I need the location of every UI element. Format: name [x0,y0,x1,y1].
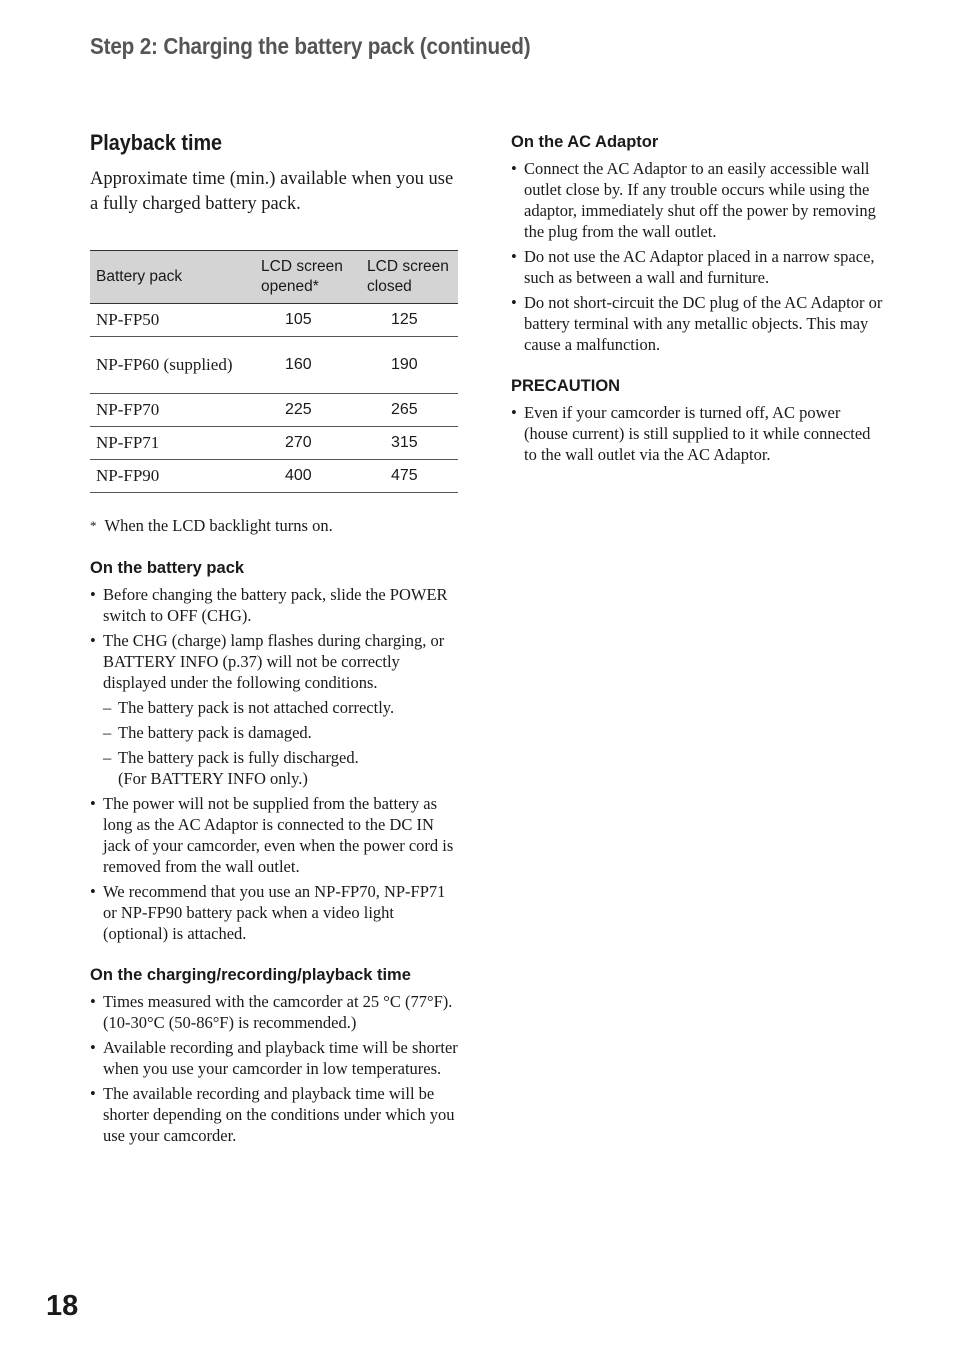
battery-name: NP-FP50 [90,304,255,337]
list-item: • Available recording and playback time will be shorter when you use your camcorder in low temperatures. [90,1038,458,1078]
footnote-text: When the LCD backlight turns on. [104,516,333,535]
bullet-mark: • [90,882,96,901]
header-battery-pack: Battery pack [90,251,255,304]
time-opened: 160 [255,337,361,394]
charging-times-title: On the charging/recording/playback time [90,966,411,984]
conditions-list [103,697,458,789]
table-row [90,427,458,460]
bullet-mark: • [511,247,517,266]
time-closed: 125 [361,304,458,337]
list-item: • Before changing the battery pack, slide the POWER switch to OFF (CHG). [90,585,448,625]
battery-pack-list [90,584,458,944]
table-header-row [90,251,458,304]
table-footnote [90,515,458,537]
bullet-mark: • [90,585,96,604]
list-item: • Do not short-circuit the DC plug of the AC Adaptor or battery terminal with any metallic objects. This may cause a malfunction. [511,293,883,354]
right-column [511,133,883,469]
bullet-mark: • [90,1038,96,1057]
header-lcd-closed: LCD screen closed [361,251,458,304]
time-opened: 400 [255,460,361,493]
list-item: • Times measured with the camcorder at 25 °C (77°F). (10-30°C (50-86°F) is recommended.) [90,992,453,1032]
battery-name: NP-FP70 [90,394,255,427]
precaution-title: PRECAUTION [511,377,621,395]
bullet-mark: • [90,992,96,1011]
table-row [90,304,458,337]
page-header-title: Step 2: Charging the battery pack (continued) [90,33,531,59]
bullet-mark: • [90,1084,96,1103]
bullet-mark: • [90,794,96,813]
playback-time-table [90,250,458,493]
list-item: • Even if your camcorder is turned off, AC power (house current) is still supplied to it while connected to the wall outlet via the AC Adaptor. [511,403,871,464]
condition-item: – The battery pack is fully discharged. (For BATTERY INFO only.) [103,747,458,789]
list-item: • Do not use the AC Adaptor placed in a narrow space, such as between a wall and furniture. [511,247,875,287]
playback-intro: Approximate time (min.) available when you use a fully charged battery pack. [90,169,454,214]
time-opened: 225 [255,394,361,427]
ac-adaptor-list [511,158,883,355]
playback-time-title: Playback time [90,130,223,155]
time-closed: 265 [361,394,458,427]
battery-name: NP-FP71 [90,427,255,460]
battery-name: NP-FP90 [90,460,255,493]
list-item: • The available recording and playback time will be shorter depending on the conditions under which you use your camcorder. [90,1084,455,1145]
time-closed: 315 [361,427,458,460]
header-lcd-opened: LCD screen opened* [255,251,361,304]
precaution-list [511,402,883,465]
list-item: • The CHG (charge) lamp flashes during charging, or BATTERY INFO (p.37) will not be correctly displayed under the following conditions. – The battery pack is not attached correctly. – The battery pack is damaged. – The battery pack is fully discharged. (For BATTERY INFO only.) [90,630,458,789]
list-item: • Connect the AC Adaptor to an easily accessible wall outlet close by. If any trouble occurs while using the adaptor, immediately shut off the power by removing the plug from the wall outlet. [511,159,876,241]
page-number: 18 [46,1290,79,1322]
charging-times-list [90,991,458,1146]
list-item: • We recommend that you use an NP-FP70, NP-FP71 or NP-FP90 battery pack when a video light (optional) is attached. [90,882,446,943]
ac-adaptor-title: On the AC Adaptor [511,133,659,151]
left-column [90,130,458,1150]
condition-item: – The battery pack is damaged. [103,723,312,742]
table-row [90,337,458,394]
time-opened: 270 [255,427,361,460]
bullet-mark: • [511,159,517,178]
list-item: • The power will not be supplied from the battery as long as the AC Adaptor is connected to the DC IN jack of your camcorder, even when the power cord is removed from the wall outlet. [90,794,454,876]
table-row [90,460,458,493]
table-row [90,394,458,427]
battery-name: NP-FP60 (supplied) [90,337,255,394]
bullet-mark: • [511,293,517,312]
bullet-mark: • [90,631,96,650]
condition-item: – The battery pack is not attached correctly. [103,698,395,717]
condition-note: (For BATTERY INFO only.) [118,769,308,788]
battery-pack-title: On the battery pack [90,559,245,577]
bullet-mark: • [511,403,517,422]
time-closed: 190 [361,337,458,394]
time-closed: 475 [361,460,458,493]
time-opened: 105 [255,304,361,337]
footnote-mark: * [90,518,97,533]
